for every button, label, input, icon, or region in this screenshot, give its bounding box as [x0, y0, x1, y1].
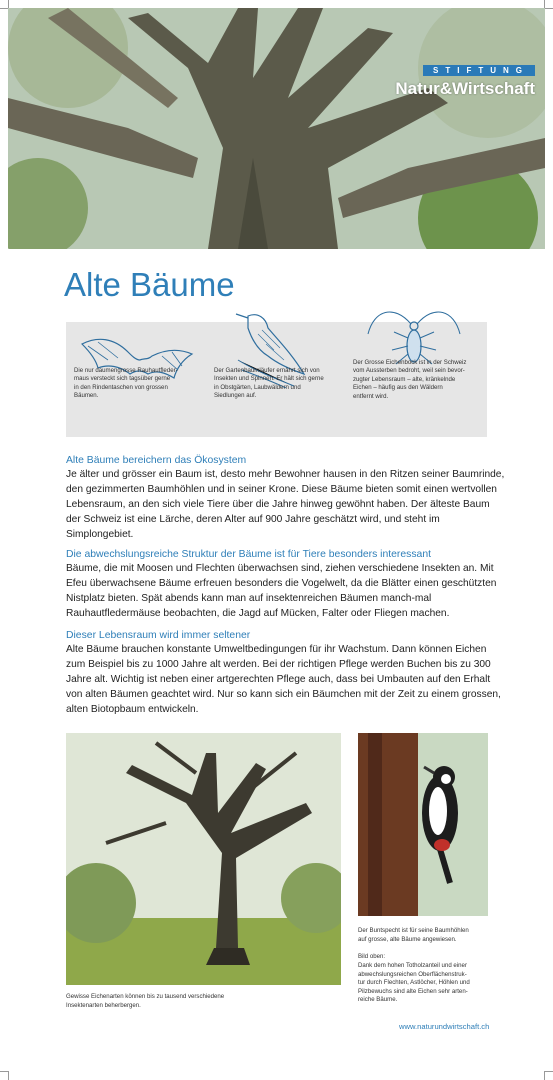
oak-tree-photo [66, 733, 341, 985]
bild-oben-label: Bild oben: [358, 953, 386, 960]
brand-name: Natur&Wirtschaft [395, 79, 535, 98]
beetle-caption: Der Grosse Eichenbock ist in der Schweiz vom Aussterben bedroht, weil sein bevor- zugter Lebensraum – alte, kränkelnde Eichen – häufig aus den Wäldern entfernt wird. [353, 359, 467, 400]
section-text: Je älter und grösser ein Baum ist, desto mehr Bewohner hausen in den Ritzen seiner Baumrinde, den gezimmerten Baumhöhlen und in seiner Krone. Diese Bäume bieten somit einen wertvollen Lebensraum, an den sich viele Tiere über die Jahre hinweg gewöhnt haben. Der älteste Baum der Schweiz ist eine Lärche, deren Alter auf 900 Jahre geschätzt wird, und steht im Simplongebiet. [66, 469, 505, 541]
section-text: Alte Bäume brauchen konstante Umweltbedingungen für ihr Wachstum. Dann können Eichen zum Beispiel bis zu 1000 Jahre alt werden. Bei der richtigen Pflege werden Buchen bis zu 300 Jahre alt. Wichtig ist neben einer artgerechten Pflege auch, dass bei Umbauten auf den Erhalt von alten Bäumen geachtet wird. Nur so kann sich ein Bäumchen mit der Zeit zu einem grossen, alten Biotopbaum entwickeln. [66, 644, 501, 716]
illustration-panel [66, 322, 487, 437]
woodpecker-photo [358, 733, 488, 916]
section-rare-habitat [66, 629, 506, 717]
hero-tree-photo [8, 8, 545, 249]
crop-mark-bl [0, 1071, 9, 1080]
section-ecosystem [66, 454, 506, 542]
treecreeper-caption: Der Gartenbaumläufer ernährt sich von Insekten und Spinnen. Er hält sich gerne in Obstgärten, Laubwäldern und Siedlungen auf. [214, 367, 324, 400]
website-link[interactable]: www.naturundwirtschaft.ch [399, 1022, 490, 1031]
longhorn-beetle-icon [364, 304, 464, 366]
page-title: Alte Bäume [64, 266, 235, 303]
brand-top: STIFTUNG [423, 65, 535, 76]
section-text: Bäume, die mit Moosen und Flechten überwachsen sind, ziehen verschiedene Insekten an. Mit Efeu überwachsene Bäume erfreuen besonders die Vogelwelt, da die Blätter einen geschützten Nistplatz bieten. Spät abends kann man auf insektenreichen Bäumen manch-mal Rauhautfledermäuse beobachten, die Jagd auf Mücken, Falter oder Fliegen machen. [66, 563, 497, 620]
bild-oben-text: Dank dem hohen Totholzanteil und einer abwechslungsreichen Oberflächenstruk- tur durch Flechten, Astlöcher, Höhlen und Pilzbewuchs sind alte Eichen sehr arten- reiche Bäume. [358, 962, 470, 1004]
crop-mark-br [544, 1071, 553, 1080]
section-heading: Dieser Lebensraum wird immer seltener [66, 630, 251, 641]
section-heading: Die abwechslungsreiche Struktur der Bäume ist für Tiere besonders interessant [66, 549, 432, 560]
brand-logo [395, 60, 535, 99]
section-structure [66, 548, 506, 621]
woodpecker-caption: Der Buntspecht ist für seine Baumhöhlen auf grosse, alte Bäume angewiesen. [358, 927, 469, 943]
crop-mark-tr [544, 0, 553, 9]
bat-caption: Die nur daumengrosse Rauhautfleder- maus versteckt sich tagsüber gerne in den Rindentaschen von grossen Bäumen. [74, 367, 178, 400]
tree-canopy-illustration [8, 8, 545, 249]
woodpecker-illustration [358, 733, 488, 916]
section-heading: Alte Bäume bereichern das Ökosystem [66, 455, 247, 466]
oak-tree-illustration [66, 733, 341, 985]
oak-caption: Gewisse Eichenarten können bis zu tausend verschiedene Insektenarten beherbergen. [66, 993, 225, 1009]
